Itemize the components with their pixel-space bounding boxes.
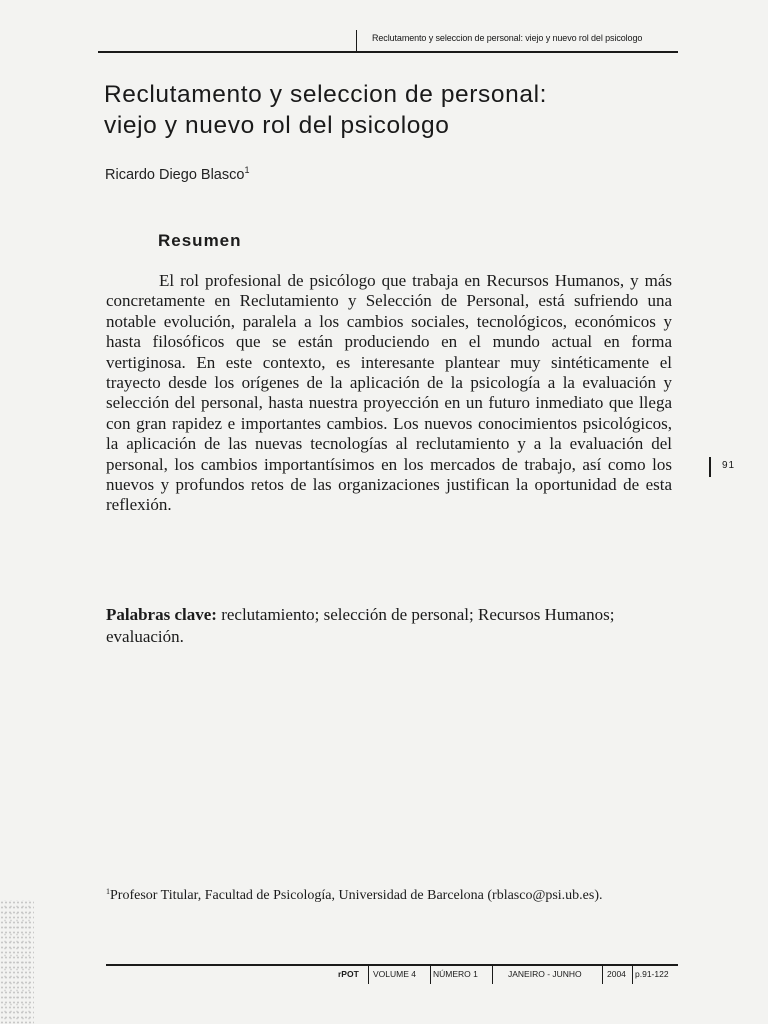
header-tick bbox=[356, 30, 357, 52]
footer-volume: VOLUME 4 bbox=[373, 969, 416, 979]
footer-separator bbox=[430, 966, 431, 984]
footer-separator bbox=[602, 966, 603, 984]
running-header: Reclutamento y seleccion de personal: viejo y nuevo rol del psicologo bbox=[372, 33, 643, 43]
footer-year: 2004 bbox=[607, 969, 626, 979]
abstract-heading: Resumen bbox=[158, 231, 242, 250]
footer-period: JANEIRO - JUNHO bbox=[508, 969, 582, 979]
footer-journal: rPOT bbox=[338, 969, 359, 979]
keywords bbox=[106, 604, 672, 648]
author-byline bbox=[105, 165, 249, 183]
footer-pages: p.91-122 bbox=[635, 969, 669, 979]
page-number-bar bbox=[709, 457, 711, 477]
author-footnote-mark: 1 bbox=[244, 165, 250, 175]
header-rule bbox=[98, 51, 678, 53]
footnote-text: Profesor Titular, Facultad de Psicología, Universidad de Barcelona (rblasco@psi.ub.es). bbox=[110, 888, 603, 903]
title-line-2: viejo y nuevo rol del psicologo bbox=[104, 112, 450, 139]
article-title bbox=[104, 79, 724, 141]
title-line-1: Reclutamento y seleccion de personal: bbox=[104, 81, 548, 108]
footer-separator bbox=[632, 966, 633, 984]
keywords-text: reclutamiento; selección de personal; Recursos Humanos; evaluación. bbox=[106, 605, 615, 646]
footnote-mark: 1 bbox=[106, 887, 110, 896]
footer-separator bbox=[492, 966, 493, 984]
footer-separator bbox=[368, 966, 369, 984]
scan-speckle bbox=[0, 900, 34, 1024]
footer-number: NÚMERO 1 bbox=[433, 969, 478, 979]
keywords-label: Palabras clave: bbox=[106, 605, 217, 624]
page-number: 91 bbox=[722, 460, 736, 471]
footer-rule bbox=[106, 964, 678, 966]
author-name: Ricardo Diego Blasco bbox=[105, 167, 245, 183]
abstract-text: El rol profesional de psicólogo que trabaja en Recursos Humanos, y más concretamente en Reclutamiento y Selección de Personal, está sufriendo una notable evolución, paralela a los cambios sociales, tecnológicos, económicos y hasta filosóficos que se están produciendo en el mundo actual en forma vertiginosa. En este contexto, es interesante plantear muy sintéticamente el trayecto desde los orígenes de la aplicación de la psicología a la evaluación y selección del personal, hasta nuestra proyección en un futuro inmediato que llega con gran rapidez e importantes cambios. Los nuevos conocimientos psicológicos, la aplicación de las nuevas tecnologías al reclutamiento y a la evaluación del personal, los cambios importantísimos en los mercados de trabajo, así como los nuevos y profundos retos de las organizaciones justifican la oportunidad de esta reflexión. bbox=[106, 271, 672, 515]
footnote bbox=[106, 883, 626, 906]
